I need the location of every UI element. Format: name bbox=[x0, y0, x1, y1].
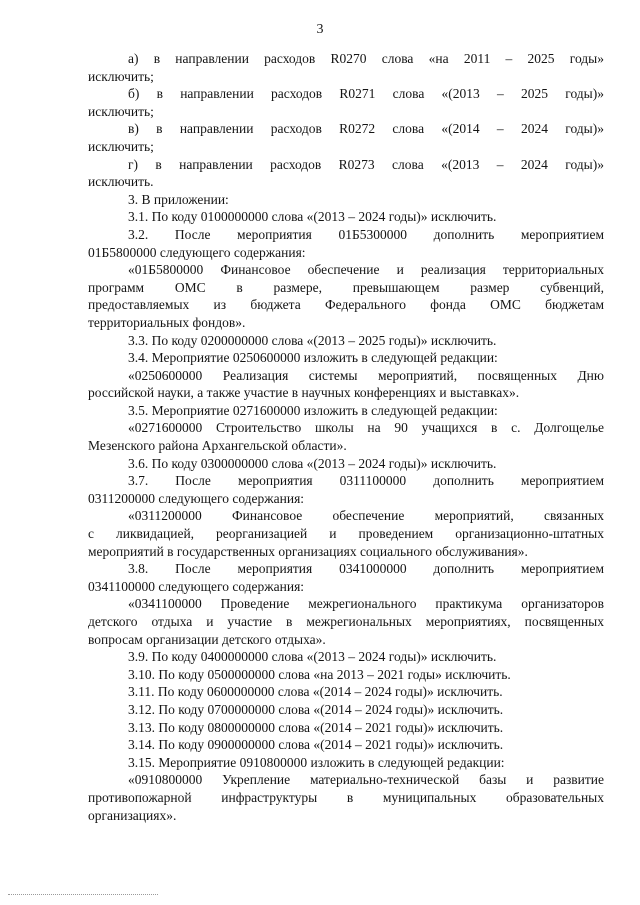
paragraph-first-line: «0311200000 Финансовое обеспечение мероприятий, связанных bbox=[128, 508, 604, 524]
paragraph-first-line: 3. В приложении: bbox=[128, 191, 229, 207]
scan-edge-line bbox=[8, 894, 158, 895]
paragraph-continuation-line: организациях». bbox=[88, 807, 177, 823]
paragraph bbox=[88, 261, 604, 331]
paragraph bbox=[88, 208, 604, 226]
paragraph-continuation-line: Мезенского района Архангельской области». bbox=[88, 438, 347, 454]
paragraph-continuation-line: мероприятий в государственных организациях социального обслуживания». bbox=[88, 543, 528, 559]
paragraph-first-line: 3.10. По коду 0500000000 слова «на 2013 – 2021 годы» исключить. bbox=[128, 666, 511, 682]
paragraph-continuation-line: детского отдыха и участие в межрегиональных мероприятиях, посвященных bbox=[88, 614, 604, 629]
paragraph-continuation-line: противопожарной инфраструктуры в муниципальных образовательных bbox=[88, 789, 604, 805]
paragraph bbox=[88, 85, 604, 120]
paragraph bbox=[88, 455, 604, 473]
paragraph bbox=[88, 683, 604, 701]
paragraph bbox=[88, 472, 604, 507]
paragraph bbox=[88, 332, 604, 350]
paragraph bbox=[88, 701, 604, 719]
paragraph-first-line: «0271600000 Строительство школы на 90 учащихся в с. Долгощелье bbox=[128, 420, 604, 436]
paragraph-first-line: «0910800000 Укрепление материально-технической базы и развитие bbox=[128, 772, 604, 788]
paragraph bbox=[88, 595, 604, 648]
paragraph bbox=[88, 560, 604, 595]
document-body bbox=[88, 50, 604, 824]
paragraph-first-line: 3.9. По коду 0400000000 слова «(2013 – 2024 годы)» исключить. bbox=[128, 649, 497, 665]
paragraph-first-line: 3.5. Мероприятие 0271600000 изложить в следующей редакции: bbox=[128, 402, 498, 418]
paragraph-continuation-line: исключить; bbox=[88, 68, 154, 84]
paragraph-continuation-line: территориальных фондов». bbox=[88, 314, 246, 330]
paragraph-continuation-line: предоставляемых из бюджета Федерального фонда ОМС бюджетам bbox=[88, 297, 604, 313]
paragraph bbox=[88, 507, 604, 560]
paragraph-first-line: 3.12. По коду 0700000000 слова «(2014 – 2024 годы)» исключить. bbox=[128, 701, 504, 717]
paragraph-first-line: в) в направлении расходов R0272 слова «(2014 – 2024 годы)» bbox=[128, 121, 604, 137]
paragraph bbox=[88, 191, 604, 209]
paragraph bbox=[88, 419, 604, 454]
paragraph-first-line: «01Б5800000 Финансовое обеспечение и реализация территориальных bbox=[128, 262, 604, 278]
paragraph bbox=[88, 666, 604, 684]
paragraph bbox=[88, 367, 604, 402]
paragraph-first-line: 3.14. По коду 0900000000 слова «(2014 – 2021 годы)» исключить. bbox=[128, 737, 504, 753]
paragraph-continuation-line: исключить; bbox=[88, 138, 154, 154]
paragraph-first-line: 3.8. После мероприятия 0341000000 дополнить мероприятием bbox=[128, 561, 604, 577]
paragraph-first-line: а) в направлении расходов R0270 слова «на 2011 – 2025 годы» bbox=[128, 51, 604, 66]
paragraph-first-line: 3.7. После мероприятия 0311100000 дополнить мероприятием bbox=[128, 473, 604, 489]
paragraph-continuation-line: исключить. bbox=[88, 174, 154, 190]
paragraph bbox=[88, 120, 604, 155]
paragraph bbox=[88, 771, 604, 824]
paragraph-continuation-line: 0341100000 следующего содержания: bbox=[88, 578, 305, 594]
paragraph bbox=[88, 648, 604, 666]
paragraph bbox=[88, 402, 604, 420]
paragraph-first-line: 3.1. По коду 0100000000 слова «(2013 – 2024 годы)» исключить. bbox=[128, 209, 497, 225]
page-number: 3 bbox=[316, 22, 324, 37]
paragraph-continuation-line: программ ОМС в размере, превышающем размер субвенций, bbox=[88, 279, 604, 295]
paragraph-continuation-line: исключить; bbox=[88, 103, 154, 119]
paragraph bbox=[88, 754, 604, 772]
paragraph-first-line: 3.13. По коду 0800000000 слова «(2014 – 2021 годы)» исключить. bbox=[128, 719, 504, 735]
paragraph-first-line: г) в направлении расходов R0273 слова «(2013 – 2024 годы)» bbox=[128, 156, 604, 172]
paragraph bbox=[88, 226, 604, 261]
paragraph-first-line: «0250600000 Реализация системы мероприятий, посвященных Дню bbox=[128, 367, 604, 383]
paragraph-continuation-line: российской науки, а также участие в научных конференциях и выставках». bbox=[88, 385, 520, 401]
paragraph bbox=[88, 156, 604, 191]
paragraph bbox=[88, 736, 604, 754]
paragraph-continuation-line: 01Б5800000 следующего содержания: bbox=[88, 244, 306, 260]
paragraph bbox=[88, 50, 604, 85]
paragraph-first-line: «0341100000 Проведение межрегионального практикума организаторов bbox=[128, 596, 604, 612]
paragraph-continuation-line: вопросам организации детского отдыха». bbox=[88, 631, 326, 647]
paragraph-first-line: 3.4. Мероприятие 0250600000 изложить в следующей редакции: bbox=[128, 350, 498, 366]
paragraph-first-line: 3.15. Мероприятие 0910800000 изложить в следующей редакции: bbox=[128, 754, 505, 770]
paragraph-first-line: 3.6. По коду 0300000000 слова «(2013 – 2024 годы)» исключить. bbox=[128, 455, 497, 471]
paragraph bbox=[88, 349, 604, 367]
paragraph-continuation-line: с ликвидацией, реорганизацией и проведением организационно-штатных bbox=[88, 526, 604, 542]
paragraph-first-line: 3.2. После мероприятия 01Б5300000 дополнить мероприятием bbox=[128, 226, 604, 242]
paragraph-first-line: 3.11. По коду 0600000000 слова «(2014 – 2024 годы)» исключить. bbox=[128, 684, 503, 700]
paragraph bbox=[88, 719, 604, 737]
paragraph-first-line: 3.3. По коду 0200000000 слова «(2013 – 2025 годы)» исключить. bbox=[128, 332, 497, 348]
paragraph-continuation-line: 0311200000 следующего содержания: bbox=[88, 490, 305, 506]
paragraph-first-line: б) в направлении расходов R0271 слова «(2013 – 2025 годы)» bbox=[128, 86, 604, 102]
